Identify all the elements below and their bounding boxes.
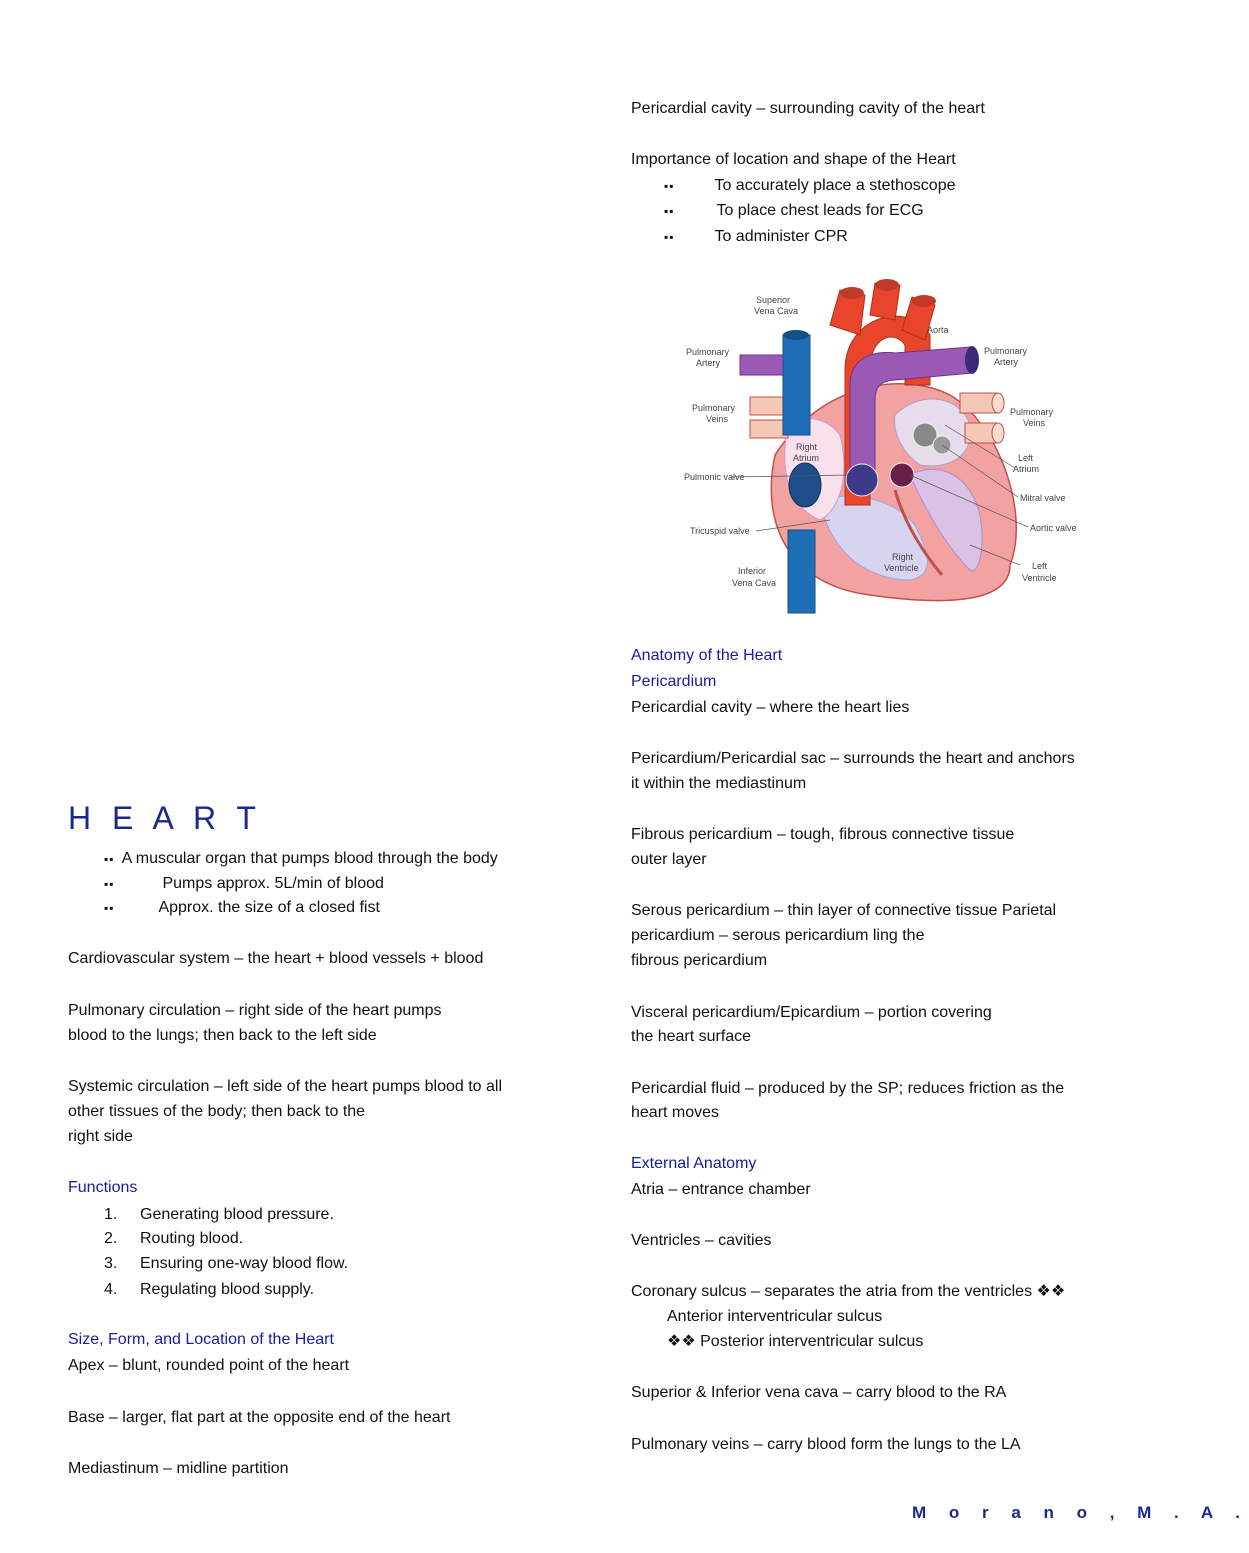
list-number: 2. — [104, 1230, 118, 1247]
label-lv-1: Left — [1032, 561, 1048, 571]
label-tricuspid-valve: Tricuspid valve — [690, 526, 750, 536]
anatomy-line: fibrous pericardium — [631, 952, 768, 969]
systemic-line-2: other tissues of the body; then back to the — [68, 1103, 366, 1120]
pericardium-subheading: Pericardium — [631, 673, 717, 690]
label-aortic-valve: Aortic valve — [1030, 523, 1077, 533]
anatomy-line: Visceral pericardium/Epicardium – portion covering — [631, 1004, 992, 1021]
anatomy-line: heart moves — [631, 1104, 720, 1121]
label-lv-2: Ventricle — [1022, 573, 1057, 583]
list-item — [104, 849, 498, 869]
list-number: 4. — [104, 1281, 118, 1298]
label-pv-left-1: Pulmonary — [692, 403, 736, 413]
bullet-icon: ▪▪ — [104, 877, 115, 891]
external-line: Pulmonary veins – carry blood form the lungs to the LA — [631, 1436, 1021, 1453]
list-item — [104, 1254, 348, 1274]
label-ra-1: Right — [796, 442, 818, 452]
anatomy-heading: Anatomy of the Heart — [631, 647, 783, 664]
external-line: Superior & Inferior vena cava – carry blood to the RA — [631, 1384, 1007, 1401]
label-pa-left-2: Artery — [696, 358, 721, 368]
pulmonic-valve — [846, 464, 878, 496]
list-item — [104, 874, 384, 894]
anatomy-line: Pericardial fluid – produced by the SP; reduces friction as the — [631, 1080, 1065, 1097]
list-item — [664, 176, 955, 196]
inferior-vena-cava — [788, 530, 815, 613]
anatomy-line: the heart surface — [631, 1028, 752, 1045]
anatomy-line: Pericardial cavity – where the heart lies — [631, 699, 910, 716]
bullet-icon: ▪▪ — [664, 204, 675, 218]
apex-line: Apex – blunt, rounded point of the heart — [68, 1357, 350, 1374]
list-number: 1. — [104, 1206, 118, 1223]
list-item — [104, 1280, 314, 1300]
heart-bullet-1: A muscular organ that pumps blood through the body — [121, 850, 498, 867]
list-item — [664, 201, 924, 221]
list-item — [104, 1229, 243, 1249]
external-line: Anterior interventricular sulcus — [667, 1308, 883, 1325]
label-pv-left-2: Veins — [706, 414, 729, 424]
pulmonary-line-1: Pulmonary circulation – right side of the heart pumps — [68, 1002, 442, 1019]
heart-bullet-3: Approx. the size of a closed fist — [158, 899, 380, 916]
superior-vena-cava — [783, 335, 810, 435]
anatomy-line: Serous pericardium – thin layer of connective tissue Parietal — [631, 902, 1057, 919]
anatomy-line: Fibrous pericardium – tough, fibrous connective tissue — [631, 826, 1015, 843]
label-rv-2: Ventricle — [884, 563, 919, 573]
pulmonary-vein — [750, 397, 788, 415]
mediastinum-line: Mediastinum – midline partition — [68, 1460, 289, 1477]
list-item — [664, 227, 848, 247]
function-text: Generating blood pressure. — [140, 1206, 334, 1223]
external-line: Ventricles – cavities — [631, 1232, 772, 1249]
anatomy-line: pericardium – serous pericardium ling the — [631, 927, 925, 944]
external-line: Coronary sulcus – separates the atria from the ventricles ❖❖ — [631, 1283, 1066, 1300]
external-line: Atria – entrance chamber — [631, 1181, 811, 1198]
author-footer: M o r a n o , M . A . — [912, 1503, 1249, 1522]
cardiovascular-line: Cardiovascular system – the heart + blood vessels + blood — [68, 950, 484, 967]
heart-diagram — [680, 275, 1100, 620]
bullet-icon: ▪▪ — [664, 230, 675, 244]
functions-heading: Functions — [68, 1179, 138, 1196]
label-pulmonic-valve: Pulmonic valve — [684, 472, 745, 482]
anatomy-line: it within the mediastinum — [631, 775, 807, 792]
label-rv-1: Right — [892, 552, 914, 562]
page-title: H E A R T — [68, 800, 262, 836]
pulmonary-vein — [750, 420, 788, 438]
systemic-line-3: right side — [68, 1128, 133, 1145]
label-ivc-2: Vena Cava — [732, 578, 777, 588]
label-svc-1: Superior — [756, 295, 791, 305]
bullet-icon: ▪▪ — [664, 179, 675, 193]
external-line: ❖❖ Posterior interventricular sulcus — [667, 1333, 924, 1350]
label-svc-2: Vena Cava — [754, 306, 799, 316]
label-aorta: Aorta — [927, 325, 949, 335]
systemic-line-1: Systemic circulation – left side of the heart pumps blood to all — [68, 1078, 502, 1095]
pulmonary-line-2: blood to the lungs; then back to the left side — [68, 1027, 377, 1044]
list-number: 3. — [104, 1255, 118, 1272]
list-item — [104, 1205, 334, 1225]
function-text: Routing blood. — [140, 1230, 244, 1247]
importance-item: To place chest leads for ECG — [716, 202, 924, 219]
label-ra-2: Atrium — [793, 453, 820, 463]
bullet-icon: ▪▪ — [104, 852, 115, 866]
function-text: Ensuring one-way blood flow. — [140, 1255, 349, 1272]
importance-item: To administer CPR — [714, 228, 848, 245]
importance-item: To accurately place a stethoscope — [714, 177, 956, 194]
label-pv-right-1: Pulmonary — [1010, 407, 1054, 417]
heart-bullet-2: Pumps approx. 5L/min of blood — [162, 875, 384, 892]
label-ivc-1: Inferior — [738, 566, 767, 576]
importance-heading: Importance of location and shape of the Heart — [631, 151, 956, 168]
label-pa-right-1: Pulmonary — [984, 346, 1028, 356]
anatomy-line: outer layer — [631, 851, 707, 868]
base-line: Base – larger, flat part at the opposite end of the heart — [68, 1409, 451, 1426]
label-pa-left-1: Pulmonary — [686, 347, 730, 357]
size-heading: Size, Form, and Location of the Heart — [68, 1331, 334, 1348]
label-la-1: Left — [1018, 453, 1034, 463]
list-item — [104, 898, 380, 918]
bullet-icon: ▪▪ — [104, 901, 115, 915]
label-pa-right-2: Artery — [994, 357, 1019, 367]
external-heading: External Anatomy — [631, 1155, 757, 1172]
label-pv-right-2: Veins — [1023, 418, 1046, 428]
label-mitral-valve: Mitral valve — [1020, 493, 1066, 503]
pericardial-cavity-line: Pericardial cavity – surrounding cavity of the heart — [631, 100, 985, 117]
label-la-2: Atrium — [1013, 464, 1040, 474]
anatomy-line: Pericardium/Pericardial sac – surrounds the heart and anchors — [631, 750, 1075, 767]
function-text: Regulating blood supply. — [140, 1281, 315, 1298]
